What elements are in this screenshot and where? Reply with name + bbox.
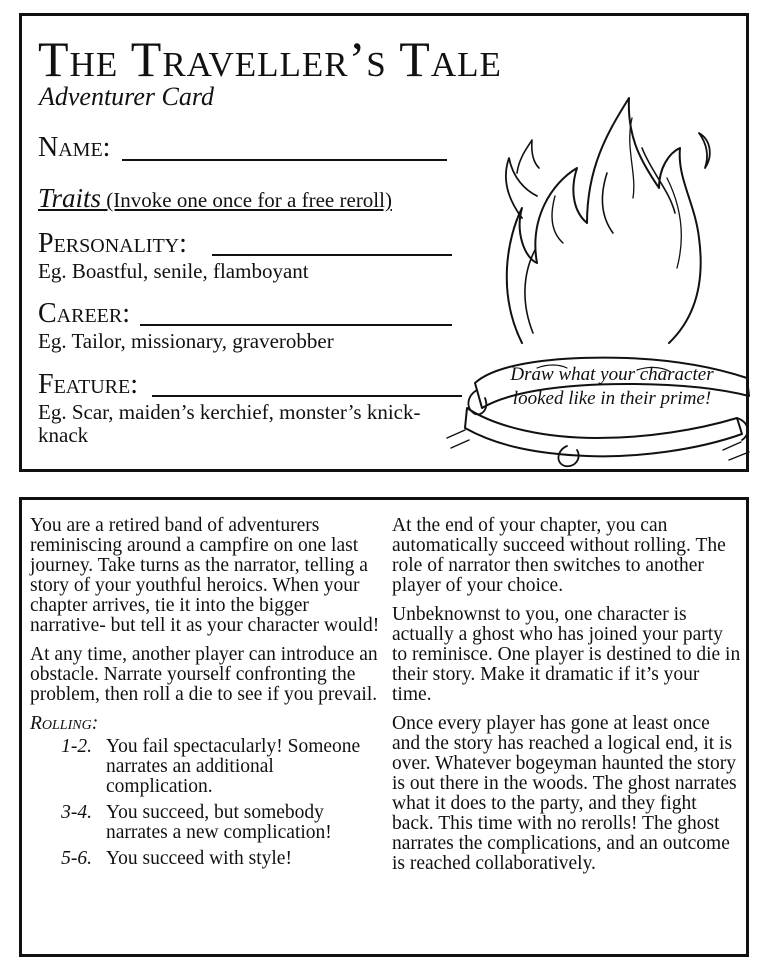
career-label: Career: [38, 298, 131, 329]
roll-range: 1-2. [61, 736, 92, 757]
roll-result-row [30, 849, 380, 869]
rules-paragraph: Once every player has gone at least once and the story has reached a logical end, it is over. Whatever bogeyman haunted the story is out there in the woods. The ghost narrates what it does to the party, and they fight back. This time with no rerolls! The ghost narrates the complications, and an outcome is reached collaboratively. [392, 713, 737, 874]
personality-line[interactable] [212, 254, 452, 256]
rules-paragraph: Unbeknownst to you, one character is actually a ghost who has joined your party to reminisce. One player is destined to die in their story. Make it dramatic if it’s your time. [392, 604, 741, 705]
rules-right-column [392, 516, 742, 883]
roll-outcome: You fail spectacularly! Someone narrates an additional complication. [106, 736, 361, 797]
roll-outcome: You succeed with style! [106, 848, 292, 869]
rules-paragraph: You are a retired band of adventurers reminiscing around a campfire on one last journey. Take turns as the narrator, telling a story of your youthful heroics. When your chapter arrives, tie it into the bigger narrative- but tell it as your character would! [30, 515, 380, 636]
personality-label: Personality: [38, 228, 187, 259]
roll-result-row [30, 737, 380, 797]
card-title: The Traveller’s Tale [38, 31, 502, 87]
roll-range: 3-4. [61, 802, 92, 823]
traits-heading [38, 183, 392, 214]
rules-paragraph: At any time, another player can introduce an obstacle. Narrate yourself confronting the problem, then roll a die to see if you prevail. [30, 644, 378, 705]
name-line[interactable] [122, 159, 447, 161]
drawing-caption: Draw what your character looked like in their prime! [510, 364, 714, 409]
personality-example: Eg. Boastful, senile, flamboyant [38, 259, 309, 283]
rolling-heading: Rolling: [30, 713, 99, 734]
roll-range: 5-6. [61, 848, 92, 869]
feature-label: Feature: [38, 369, 139, 400]
traits-word: Traits [38, 183, 102, 213]
roll-result-row [30, 803, 380, 843]
rules-paragraph: At the end of your chapter, you can automatically succeed without rolling. The role of narrator then switches to another player of your choice. [392, 515, 726, 596]
rules-card [19, 497, 749, 957]
traits-note: (Invoke one once for a free reroll) [101, 188, 392, 212]
career-example: Eg. Tailor, missionary, graverobber [38, 329, 334, 353]
roll-outcome: You succeed, but somebody narrates a new complication! [106, 802, 332, 843]
card-subtitle: Adventurer Card [39, 82, 214, 111]
feature-example: Eg. Scar, maiden’s kerchief, monster’s knick-knack [38, 400, 421, 447]
adventurer-card [19, 13, 749, 472]
rules-left-column [30, 516, 380, 875]
feature-line[interactable] [152, 395, 462, 397]
career-line[interactable] [140, 324, 452, 326]
name-label: Name: [38, 132, 111, 163]
